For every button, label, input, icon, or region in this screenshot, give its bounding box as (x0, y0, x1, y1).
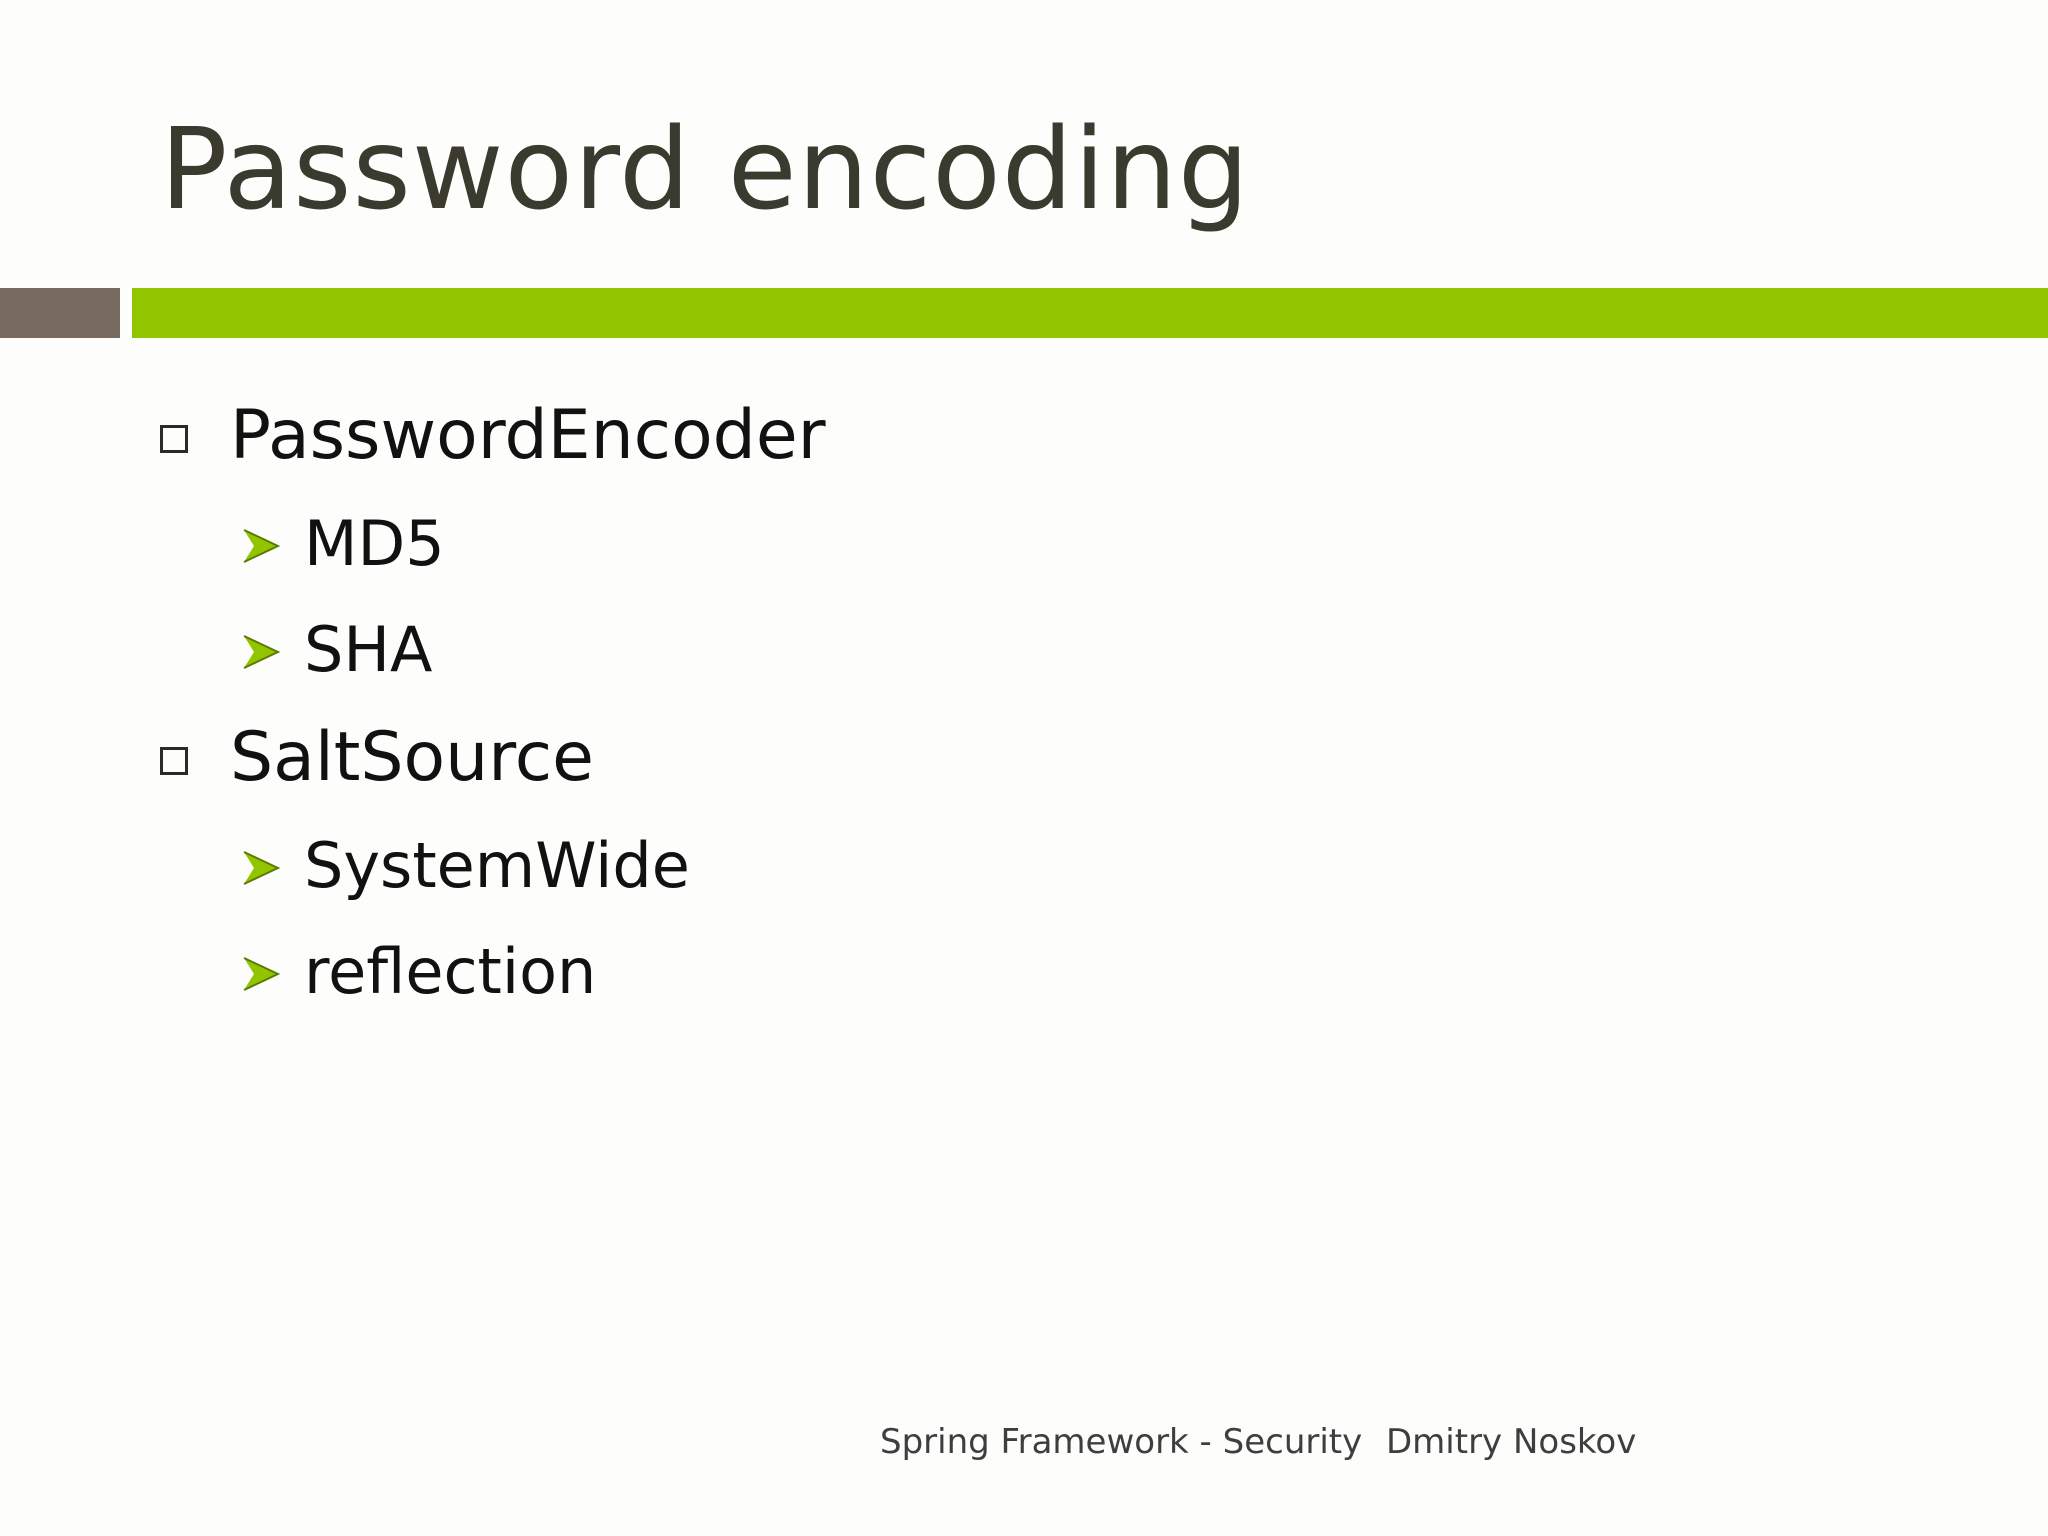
bullet-text: PasswordEncoder (230, 395, 826, 475)
green-arrowhead-icon (242, 848, 280, 888)
sub-bullet-item (160, 918, 826, 1024)
sub-bullet-text: SystemWide (304, 828, 690, 902)
footer-title: Spring Framework - Security (880, 1422, 1363, 1462)
green-arrowhead-icon (242, 526, 280, 566)
accent-bar-green (132, 288, 2048, 338)
green-arrowhead-icon (242, 632, 280, 672)
footer-author: Dmitry Noskov (1386, 1422, 1637, 1462)
hollow-square-icon (160, 747, 188, 775)
bullet-item (160, 702, 826, 812)
sub-bullet-text: SHA (304, 612, 433, 686)
green-arrowhead-icon (242, 954, 280, 994)
sub-bullet-text: reflection (304, 934, 597, 1008)
sub-bullet-item (160, 812, 826, 918)
sub-bullet-text: MD5 (304, 506, 445, 580)
hollow-square-icon (160, 425, 188, 453)
bullet-text: SaltSource (230, 717, 594, 797)
sub-bullet-item (160, 490, 826, 596)
accent-bar-gray (0, 288, 120, 338)
bullet-list (160, 380, 826, 1024)
bullet-item (160, 380, 826, 490)
slide-title: Password encoding (160, 105, 1251, 235)
sub-bullet-item (160, 596, 826, 702)
